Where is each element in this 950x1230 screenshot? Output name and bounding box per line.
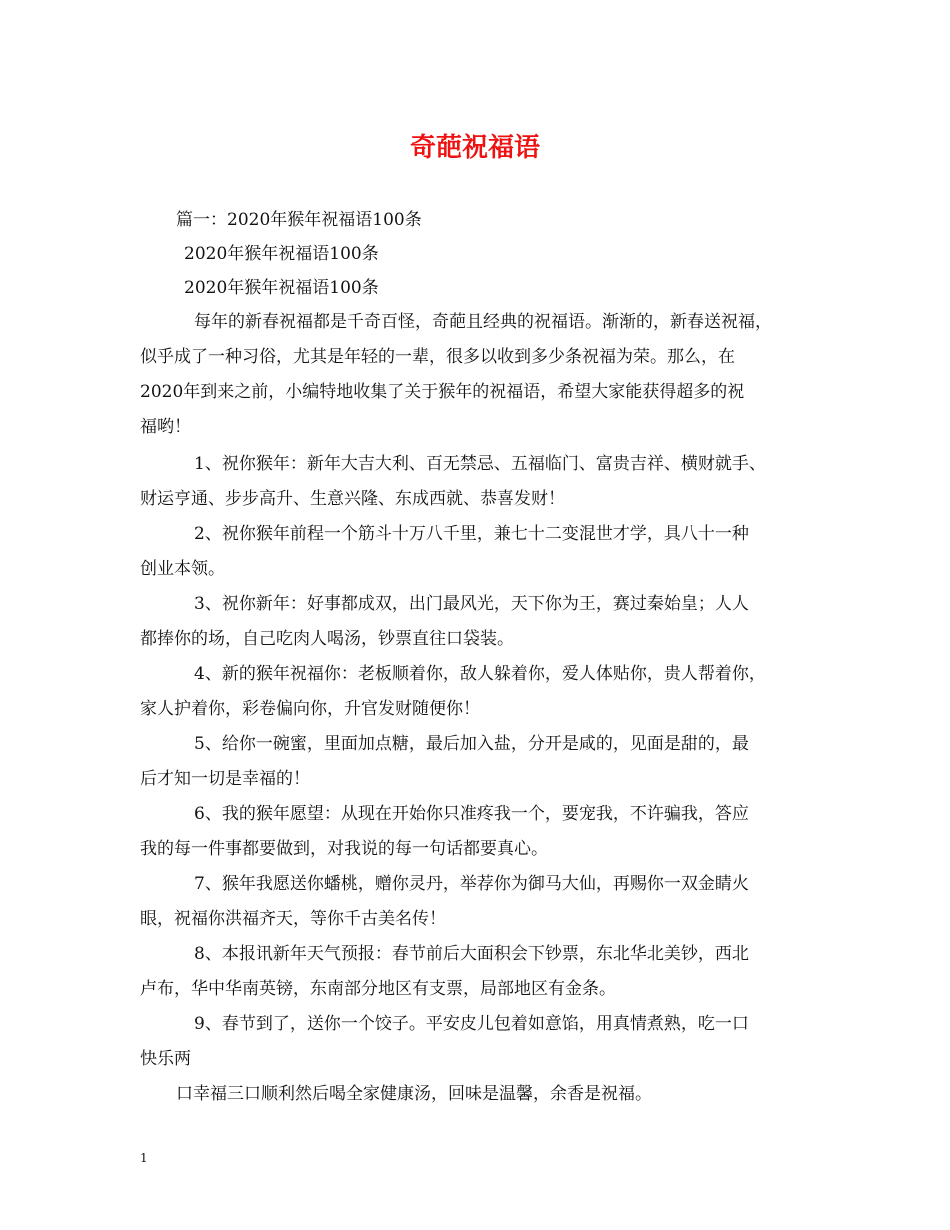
paragraph-line: 创业本领。 [140, 559, 225, 579]
paragraph-line: 9、春节到了，送你一个饺子。平安皮儿包着如意馅，用真情煮熟，吃一口 [194, 1014, 749, 1034]
paragraph-line: 2020年到来之前，小编特地收集了关于猴年的祝福语，希望大家能获得超多的祝 [140, 382, 745, 402]
paragraph-line: 似乎成了一种习俗，尤其是年轻的一辈，很多以收到多少条祝福为荣。那么，在 [140, 347, 735, 367]
paragraph-line: 2、祝你猴年前程一个筋斗十万八千里，兼七十二变混世才学，具八十一种 [194, 524, 749, 544]
paragraph-line: 3、祝你新年：好事都成双，出门最风光，天下你为王，赛过秦始皇；人人 [194, 594, 749, 614]
paragraph-line: 都捧你的场，自己吃肉人喝汤，钞票直往口袋装。 [140, 629, 514, 649]
paragraph-line: 后才知一切是幸福的！ [140, 769, 310, 789]
paragraph-line: 眼，祝福你洪福齐天，等你千古美名传！ [140, 909, 446, 929]
subtitle-line: 2020年猴年祝福语100条 [184, 244, 379, 264]
page-number: 1 [140, 1151, 148, 1165]
paragraph-line: 快乐两 [140, 1049, 191, 1069]
paragraph-line: 每年的新春祝福都是千奇百怪，奇葩且经典的祝福语。渐渐的，新春送祝福， [194, 312, 772, 332]
paragraph-line: 福哟！ [140, 417, 191, 437]
paragraph-line: 家人护着你，彩卷偏向你，升官发财随便你！ [140, 699, 480, 719]
section-heading: 篇一：2020年猴年祝福语100条 [176, 210, 422, 230]
paragraph-line: 口幸福三口顺利然后喝全家健康汤，回味是温馨，余香是祝福。 [176, 1084, 652, 1104]
subtitle-line: 2020年猴年祝福语100条 [184, 278, 379, 298]
paragraph-line: 1、祝你猴年：新年大吉大利、百无禁忌、五福临门、富贵吉祥、横财就手、 [194, 454, 766, 474]
paragraph-line: 8、本报讯新年天气预报：春节前后大面积会下钞票，东北华北美钞，西北 [194, 944, 749, 964]
paragraph-line: 财运亨通、步步高升、生意兴隆、东成西就、恭喜发财！ [140, 489, 565, 509]
paragraph-line: 7、猴年我愿送你蟠桃，赠你灵丹，举荐你为御马大仙，再赐你一双金睛火 [194, 874, 749, 894]
paragraph-line: 卢布，华中华南英镑，东南部分地区有支票，局部地区有金条。 [140, 979, 616, 999]
paragraph-line: 5、给你一碗蜜，里面加点糖，最后加入盐，分开是咸的，见面是甜的，最 [194, 734, 749, 754]
paragraph-line: 6、我的猴年愿望：从现在开始你只准疼我一个，要宠我，不许骗我，答应 [194, 804, 749, 824]
paragraph-line: 我的每一件事都要做到，对我说的每一句话都要真心。 [140, 839, 548, 859]
paragraph-line: 4、新的猴年祝福你：老板顺着你，敌人躲着你，爱人体贴你，贵人帮着你， [194, 664, 766, 684]
document-title: 奇葩祝福语 [409, 133, 540, 163]
